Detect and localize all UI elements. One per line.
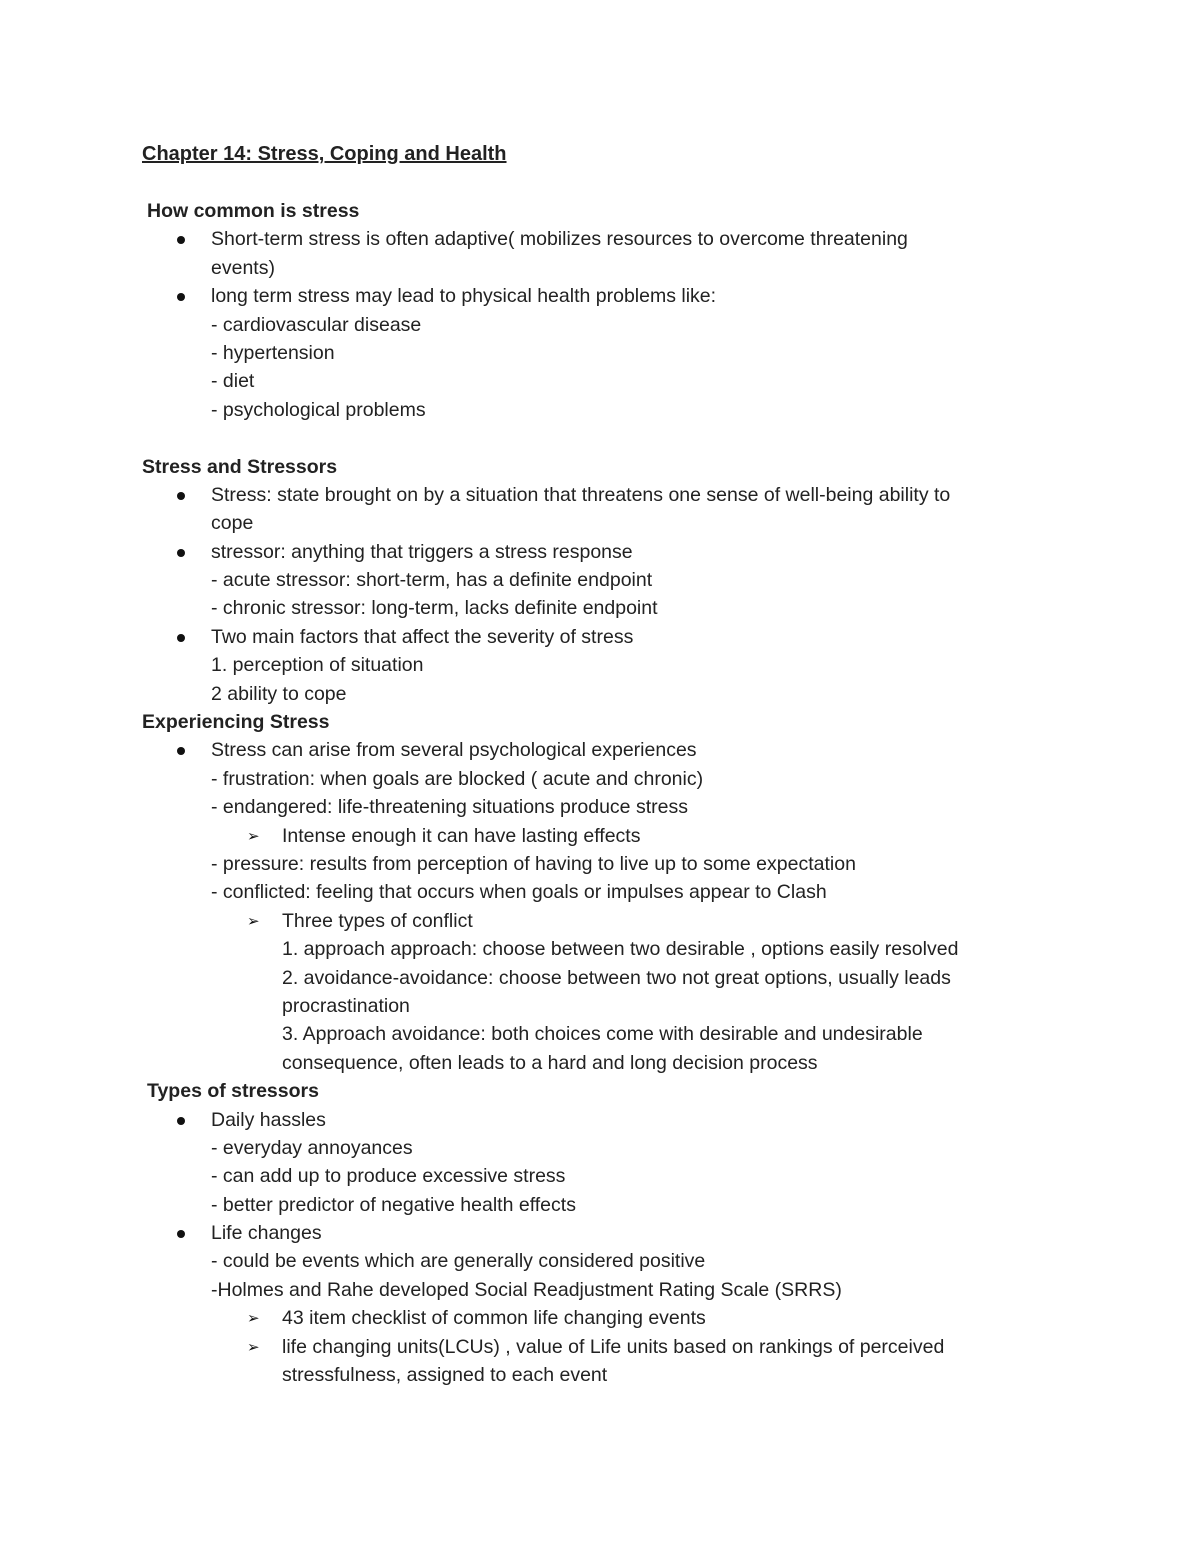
list-line-text: - hypertension	[211, 341, 335, 364]
list-line	[0, 651, 1200, 679]
list-line-text: - endangered: life-threatening situations produce stress	[211, 796, 688, 819]
sub-list-line	[0, 992, 1200, 1020]
list-line-text: cope	[211, 512, 254, 535]
section-heading-text: Types of stressors	[147, 1080, 319, 1103]
bullet-item-text: long term stress may lead to physical health problems like:	[211, 285, 717, 308]
list-line	[0, 1134, 1200, 1162]
section-heading	[0, 453, 1200, 481]
bullet-item	[0, 736, 1200, 764]
bullet-item	[0, 538, 1200, 566]
list-line	[0, 396, 1200, 424]
arrow-bullet-icon: ➢	[247, 1309, 260, 1328]
bullet-item	[0, 623, 1200, 651]
bullet-dot-icon	[177, 293, 185, 301]
list-line-text: - could be events which are generally considered positive	[211, 1250, 706, 1273]
bullet-item-text: Life changes	[211, 1222, 322, 1245]
list-line-text: - can add up to produce excessive stress	[211, 1165, 566, 1188]
arrow-bullet-item	[0, 907, 1200, 935]
bullet-item-text: stressor: anything that triggers a stress response	[211, 540, 633, 563]
arrow-bullet-item	[0, 1333, 1200, 1361]
bullet-item	[0, 1106, 1200, 1134]
chapter-title: Chapter 14: Stress, Coping and Health	[142, 143, 507, 165]
bullet-item-text: Short-term stress is often adaptive( mobilizes resources to overcome threatening	[211, 228, 908, 251]
list-line	[0, 1276, 1200, 1304]
list-line-text: - conflicted: feeling that occurs when goals or impulses appear to Clash	[211, 881, 827, 904]
bullet-item-text: Stress: state brought on by a situation that threatens one sense of well-being ability to	[211, 483, 951, 506]
list-line	[0, 793, 1200, 821]
list-line-text: 1. perception of situation	[211, 654, 424, 677]
bullet-item	[0, 282, 1200, 310]
sub-list-line-text: procrastination	[282, 994, 410, 1017]
arrow-bullet-item-text: 43 item checklist of common life changing events	[282, 1307, 706, 1330]
list-line	[0, 367, 1200, 395]
list-line-text: - pressure: results from perception of having to live up to some expectation	[211, 852, 856, 875]
section-heading-text: Stress and Stressors	[142, 455, 338, 478]
section-heading-text: Experiencing Stress	[142, 711, 330, 734]
list-line	[0, 1162, 1200, 1190]
list-line	[0, 566, 1200, 594]
list-line-text: - better predictor of negative health effects	[211, 1193, 576, 1216]
bullet-dot-icon	[177, 634, 185, 642]
arrow-bullet-item-text: Intense enough it can have lasting effects	[282, 824, 641, 847]
sub-list-line-text: consequence, often leads to a hard and long decision process	[282, 1051, 818, 1074]
section-heading	[0, 708, 1200, 736]
sub-list-line	[0, 964, 1200, 992]
bullet-dot-icon	[177, 1230, 185, 1238]
list-line	[0, 509, 1200, 537]
bullet-item	[0, 225, 1200, 253]
bullet-item-text: Stress can arise from several psychological experiences	[211, 739, 697, 762]
arrow-bullet-icon: ➢	[247, 1337, 260, 1356]
list-line-text: - chronic stressor: long-term, lacks definite endpoint	[211, 597, 658, 620]
list-line-text: events)	[211, 256, 275, 279]
list-line-text: - cardiovascular disease	[211, 313, 422, 336]
bullet-item	[0, 1219, 1200, 1247]
list-line-text: - frustration: when goals are blocked ( acute and chronic)	[211, 767, 704, 790]
list-line	[0, 339, 1200, 367]
list-line	[0, 765, 1200, 793]
sub-list-line	[0, 935, 1200, 963]
section-heading-text: How common is stress	[147, 200, 360, 222]
bullet-item-text: Daily hassles	[211, 1108, 326, 1131]
section-heading	[0, 1077, 1200, 1105]
bullet-dot-icon	[177, 549, 185, 557]
bullet-item-text: Two main factors that affect the severity of stress	[211, 625, 634, 648]
sub-list-line	[0, 1020, 1200, 1048]
blank-line	[0, 424, 1200, 452]
list-line-text: -Holmes and Rahe developed Social Readjustment Rating Scale (SRRS)	[211, 1278, 842, 1301]
arrow-bullet-icon: ➢	[247, 826, 260, 845]
list-line	[0, 1247, 1200, 1275]
arrow-bullet-icon: ➢	[247, 911, 260, 930]
bullet-dot-icon	[177, 492, 185, 500]
sub-list-line	[0, 1361, 1200, 1389]
list-line-text: - everyday annoyances	[211, 1136, 413, 1159]
list-line	[0, 254, 1200, 282]
list-line	[0, 594, 1200, 622]
arrow-bullet-item	[0, 1304, 1200, 1332]
bullet-item	[0, 481, 1200, 509]
list-line	[0, 680, 1200, 708]
list-line	[0, 1191, 1200, 1219]
sub-list-line	[0, 1049, 1200, 1077]
list-line-text: - psychological problems	[211, 398, 426, 421]
bullet-dot-icon	[177, 747, 185, 755]
list-line-text: - acute stressor: short-term, has a definite endpoint	[211, 569, 653, 592]
list-line	[0, 311, 1200, 339]
list-line-text: 2 ability to cope	[211, 682, 347, 705]
arrow-bullet-item	[0, 822, 1200, 850]
list-line	[0, 850, 1200, 878]
sub-list-line-text: 2. avoidance-avoidance: choose between two not great options, usually leads	[282, 966, 951, 989]
bullet-dot-icon	[177, 236, 185, 244]
bullet-dot-icon	[177, 1117, 185, 1125]
sub-list-line-text: 1. approach approach: choose between two desirable , options easily resolved	[282, 938, 959, 961]
list-line	[0, 878, 1200, 906]
section-heading	[0, 197, 1200, 225]
sub-list-line-text: stressfulness, assigned to each event	[282, 1364, 608, 1387]
notes-body	[0, 197, 1200, 1389]
list-line-text: - diet	[211, 370, 255, 393]
arrow-bullet-item-text: Three types of conflict	[282, 909, 473, 932]
sub-list-line-text: 3. Approach avoidance: both choices come with desirable and undesirable	[282, 1023, 923, 1046]
arrow-bullet-item-text: life changing units(LCUs) , value of Life units based on rankings of perceived	[282, 1335, 945, 1358]
